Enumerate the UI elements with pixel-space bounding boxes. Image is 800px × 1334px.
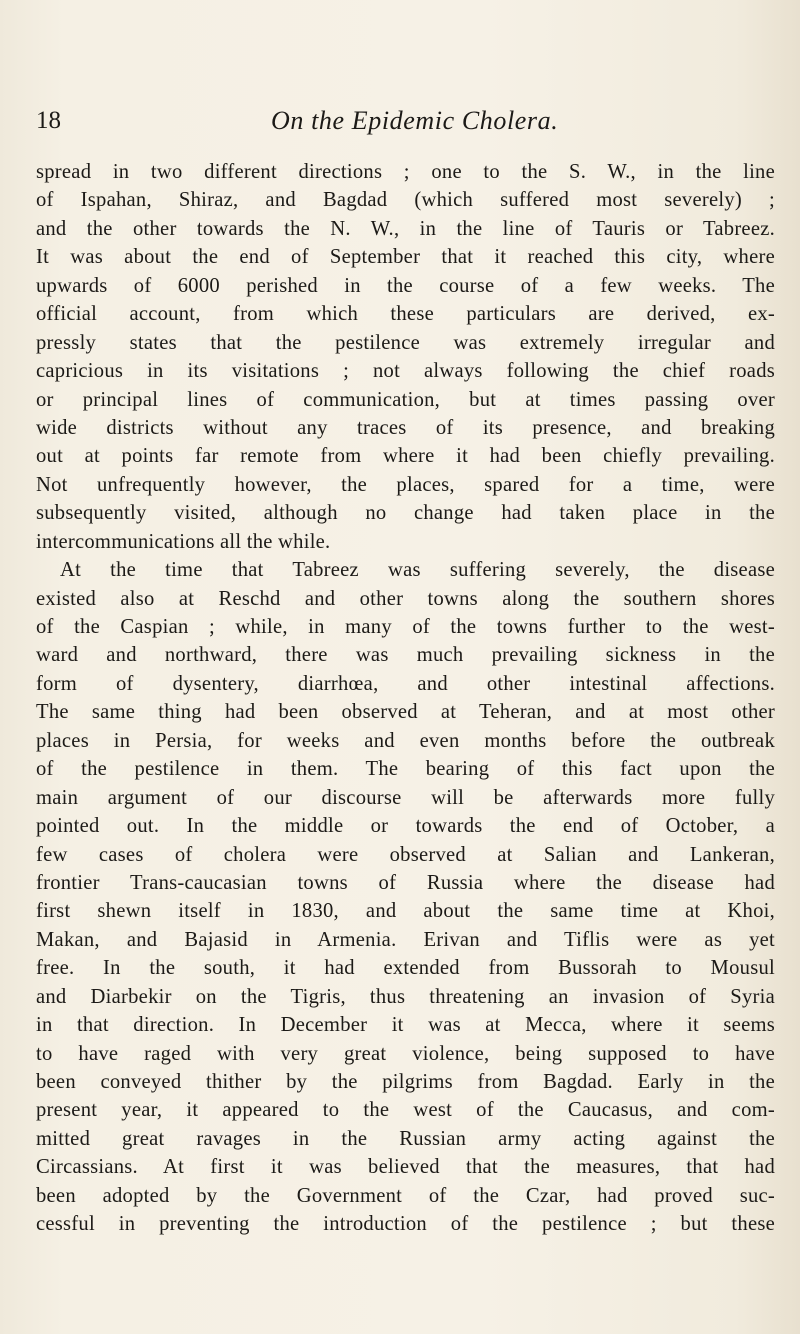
text-line: At the time that Tabreez was suffering severely, the disease bbox=[60, 559, 775, 582]
body-text bbox=[36, 158, 775, 1239]
text-line: first shewn itself in 1830, and about the same time at Khoi, bbox=[36, 900, 775, 923]
text-line: been adopted by the Government of the Czar, had proved suc- bbox=[36, 1184, 775, 1207]
text-line: The same thing had been observed at Teheran, and at most other bbox=[36, 701, 775, 724]
text-line: present year, it appeared to the west of the Caucasus, and com- bbox=[36, 1099, 775, 1122]
text-line: few cases of cholera were observed at Salian and Lankeran, bbox=[36, 843, 775, 866]
text-line: been conveyed thither by the pilgrims from Bagdad. Early in the bbox=[36, 1071, 775, 1093]
text-line: form of dysentery, diarrhœa, and other intestinal affections. bbox=[36, 672, 775, 695]
text-line: wide districts without any traces of its presence, and breaking bbox=[36, 416, 775, 439]
text-line: in that direction. In December it was at Mecca, where it seems bbox=[36, 1014, 775, 1037]
running-head bbox=[36, 106, 776, 146]
text-line: main argument of our discourse will be afterwards more fully bbox=[36, 786, 775, 809]
text-line: pressly states that the pestilence was extremely irregular and bbox=[36, 331, 775, 354]
text-line: Not unfrequently however, the places, spared for a time, were bbox=[36, 473, 775, 496]
text-line: mitted great ravages in the Russian army acting against the bbox=[36, 1127, 775, 1150]
text-line: and Diarbekir on the Tigris, thus threatening an invasion of Syria bbox=[36, 985, 775, 1008]
text-line: of the pestilence in them. The bearing of this fact upon the bbox=[36, 758, 775, 781]
text-line: cessful in preventing the introduction of the pestilence ; but these bbox=[36, 1213, 775, 1236]
text-line: capricious in its visitations ; not always following the chief roads bbox=[36, 360, 775, 383]
text-line: ward and northward, there was much prevailing sickness in the bbox=[36, 644, 775, 667]
text-line: pointed out. In the middle or towards the end of October, a bbox=[36, 815, 775, 838]
running-title: On the Epidemic Cholera. bbox=[271, 106, 559, 135]
text-line: places in Persia, for weeks and even months before the outbreak bbox=[36, 729, 775, 752]
text-line: official account, from which these particulars are derived, ex- bbox=[36, 303, 775, 326]
text-line: subsequently visited, although no change had taken place in the bbox=[36, 502, 775, 525]
page-number: 18 bbox=[36, 107, 61, 134]
text-line: It was about the end of September that it reached this city, where bbox=[36, 246, 775, 269]
text-line: existed also at Reschd and other towns along the southern shores bbox=[36, 587, 775, 610]
text-line: Circassians. At first it was believed that the measures, that had bbox=[36, 1156, 775, 1179]
text-line: spread in two different directions ; one to the S. W., in the line bbox=[36, 161, 775, 183]
text-line: Makan, and Bajasid in Armenia. Erivan and Tiflis were as yet bbox=[36, 928, 775, 951]
text-line: upwards of 6000 perished in the course of a few weeks. The bbox=[36, 274, 775, 297]
text-line: intercommunications all the while. bbox=[36, 530, 331, 553]
text-line: of Ispahan, Shiraz, and Bagdad (which suffered most severely) ; bbox=[36, 189, 775, 212]
text-line: out at points far remote from where it had been chiefly prevailing. bbox=[36, 445, 775, 468]
text-line: of the Caspian ; while, in many of the towns further to the west- bbox=[36, 616, 775, 638]
text-line: to have raged with very great violence, being supposed to have bbox=[36, 1042, 775, 1065]
text-line: and the other towards the N. W., in the line of Tauris or Tabreez. bbox=[36, 217, 775, 240]
text-line: or principal lines of communication, but at times passing over bbox=[36, 388, 775, 411]
text-line: frontier Trans-caucasian towns of Russia where the disease had bbox=[36, 871, 775, 894]
text-line: free. In the south, it had extended from Bussorah to Mousul bbox=[36, 957, 775, 980]
